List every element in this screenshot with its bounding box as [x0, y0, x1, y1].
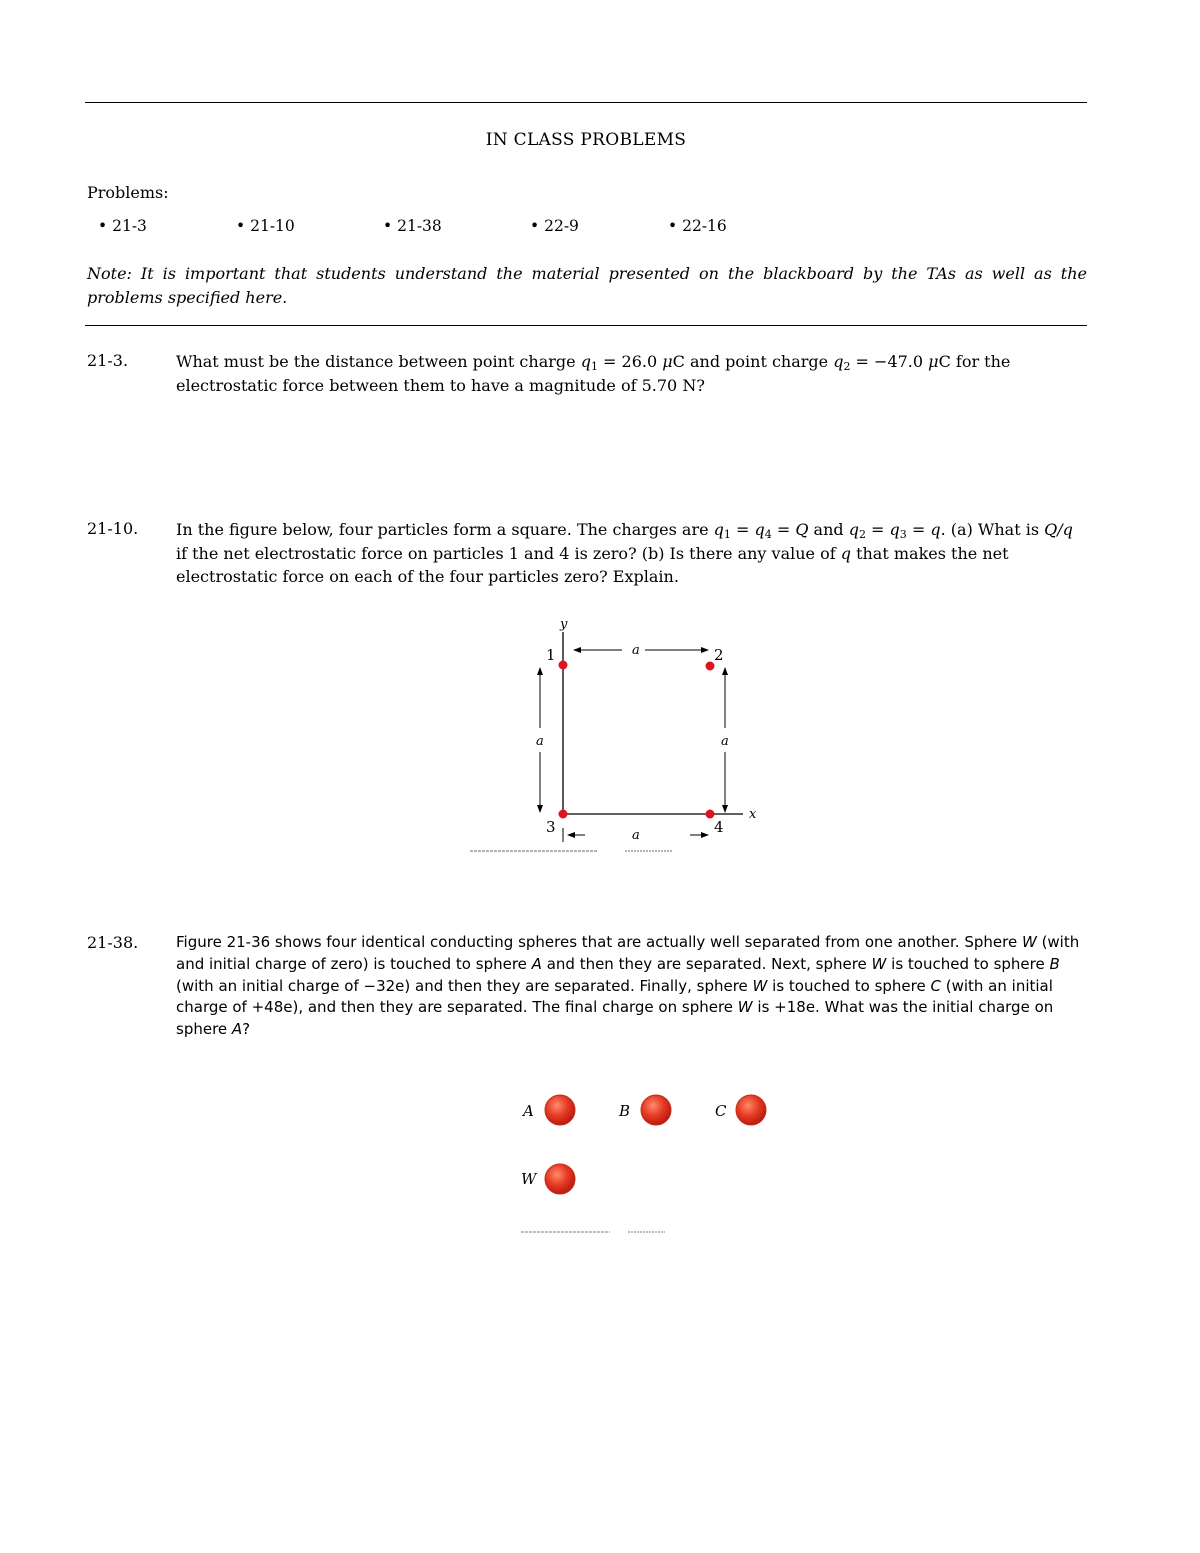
sphere-c: [736, 1095, 766, 1125]
side-label: a: [536, 734, 544, 749]
page-title: IN CLASS PROBLEMS: [485, 130, 687, 150]
bullet-icon: •: [98, 217, 108, 235]
y-axis-label: y: [560, 617, 568, 632]
problem-text: What must be the distance between point charge $q_1 = 26.0$ μC and point charge $q_2 = -47.0$ μC for the electrostatic force between them to have a magnitude of 5.70 N?: [176, 352, 1011, 395]
particle-label-2: 2: [714, 646, 724, 664]
sphere-label-a: A: [523, 1102, 534, 1120]
sphere-w: [545, 1164, 575, 1194]
bullet-icon: •: [668, 217, 678, 235]
particle-label-4: 4: [714, 818, 724, 836]
problem-number: 21-3.: [87, 351, 129, 370]
list-item: • 21-3: [98, 217, 147, 235]
sphere-label-w: W: [521, 1170, 537, 1188]
list-item: • 21-38: [383, 217, 442, 235]
bullet-icon: •: [383, 217, 393, 235]
problem-number: 21-38.: [87, 933, 139, 952]
sphere-b: [641, 1095, 671, 1125]
list-item: • 22-9: [530, 217, 579, 235]
sphere-label-c: C: [715, 1102, 727, 1120]
bullet-icon: •: [236, 217, 246, 235]
sphere-label-b: B: [619, 1102, 631, 1120]
note-text: It is important that students understand the material presented on the blackboard by the TAs as well as the problems specified here.: [87, 264, 1087, 307]
bullet-icon: •: [530, 217, 540, 235]
sphere-a: [545, 1095, 575, 1125]
list-item: • 22-16: [668, 217, 727, 235]
problem-number: 21-10.: [87, 519, 139, 538]
particle-label-3: 3: [546, 818, 556, 836]
problem-text: Figure 21-36 shows four identical conducting spheres that are actually well separated from one another. Sphere W (with and initial charge of zero) is touched to sphere A and then they are separated. Next, sphere W is touched to sphere B (with an initial charge of −32e) and then they are separated. Finally, sphere W is touched to sphere C (with an initial charge of +48e), and then they are separated. The final charge on sphere W is +18e. What was the initial charge on sphere A?: [176, 933, 1080, 1039]
list-item: • 21-10: [236, 217, 295, 235]
x-axis-label: x: [749, 807, 757, 822]
side-label: a: [632, 828, 640, 843]
problems-label: Problems:: [87, 183, 169, 202]
particle-label-1: 1: [546, 646, 556, 664]
side-label: a: [721, 734, 729, 749]
problem-text: In the figure below, four particles form a square. The charges are $q_1 = q_4 = Q$ and $q_2 = q_3 = q$. (a) What is Q/q if the net electrostatic force on particles 1 and 4 is zero? (b) Is there any value of q that makes the net electrostatic force on each of the four particles zero? Explain.: [176, 520, 1073, 586]
side-label: a: [632, 643, 640, 658]
note-label: Note:: [87, 264, 132, 283]
